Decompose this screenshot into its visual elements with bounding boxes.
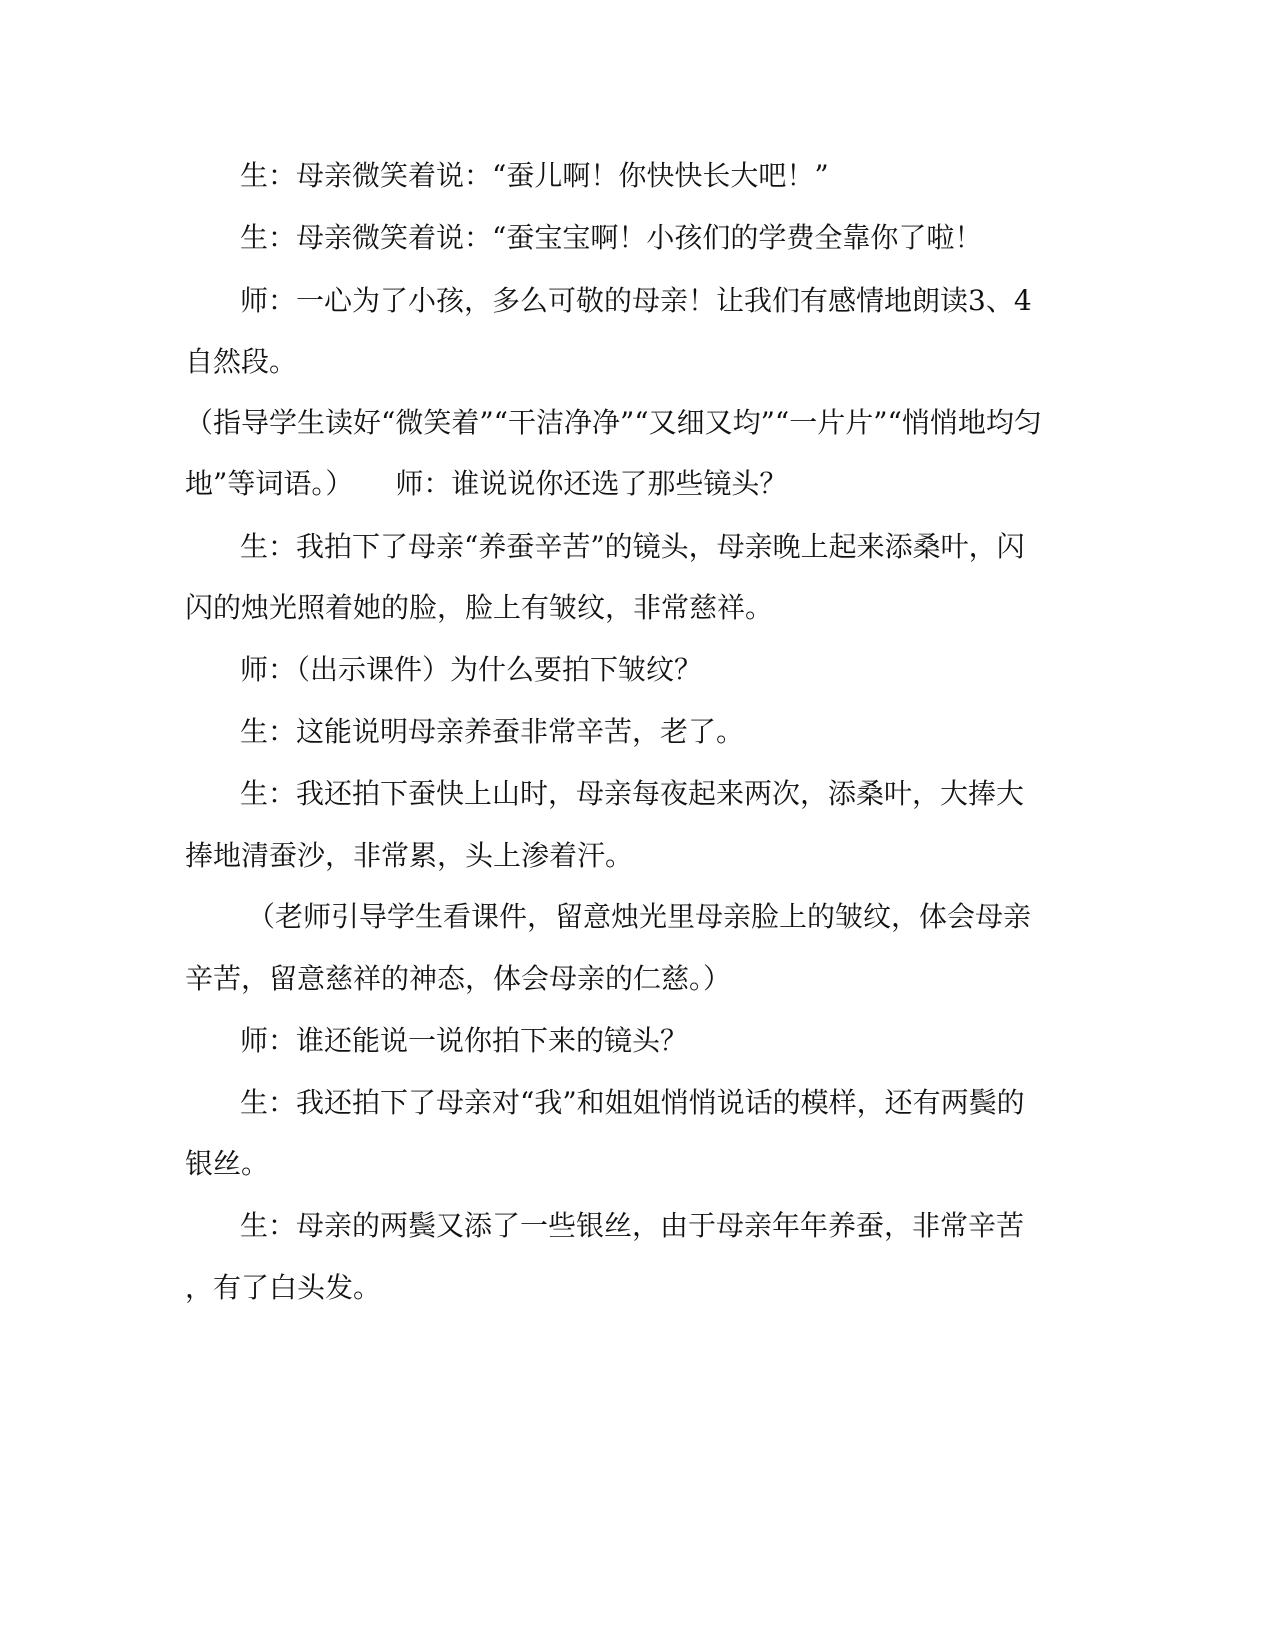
text-line: 捧地清蚕沙，非常累，头上渗着汗。 bbox=[185, 839, 634, 872]
text-line: 生：我拍下了母亲“养蚕辛苦”的镜头，母亲晚上起来添桑叶，闪 bbox=[240, 530, 1025, 563]
text-line: 生：母亲微笑着说：“蚕宝宝啊！小孩们的学费全靠你了啦！ bbox=[240, 221, 983, 254]
text-line: 生：这能说明母亲养蚕非常辛苦，老了。 bbox=[240, 715, 745, 748]
text-line: 生：我还拍下了母亲对“我”和姐姐悄悄说话的模样，还有两鬓的 bbox=[240, 1086, 1025, 1119]
text-line: （老师引导学生看课件，留意烛光里母亲脸上的皱纹，体会母亲 bbox=[247, 900, 1032, 933]
text-line: 地”等词语。） 师：谁说说你还选了那些镜头？ bbox=[185, 467, 788, 500]
text-line: 闪的烛光照着她的脸，脸上有皱纹，非常慈祥。 bbox=[185, 591, 774, 624]
text-line: 银丝。 bbox=[185, 1147, 270, 1180]
text-line: 生：我还拍下蚕快上山时，母亲每夜起来两次，添桑叶，大捧大 bbox=[240, 777, 1025, 810]
text-line: 辛苦，留意慈祥的神态，体会母亲的仁慈。） bbox=[185, 962, 732, 995]
text-line: ，有了白头发。 bbox=[185, 1271, 382, 1304]
text-line: 师：一心为了小孩，多么可敬的母亲！让我们有感情地朗读3、4 bbox=[240, 284, 1032, 317]
text-line: 师：谁还能说一说你拍下来的镜头？ bbox=[240, 1024, 689, 1057]
text-line: 自然段。 bbox=[185, 345, 298, 378]
text-line: 师：（出示课件）为什么要拍下皱纹？ bbox=[240, 653, 703, 686]
text-line: 生：母亲微笑着说：“蚕儿啊！你快快长大吧！” bbox=[240, 159, 829, 192]
text-line: （指导学生读好“微笑着”“干洁净净”“又细又均”“一片片”“悄悄地均匀 bbox=[185, 406, 1042, 439]
text-line: 生：母亲的两鬓又添了一些银丝，由于母亲年年养蚕，非常辛苦 bbox=[240, 1209, 1025, 1242]
